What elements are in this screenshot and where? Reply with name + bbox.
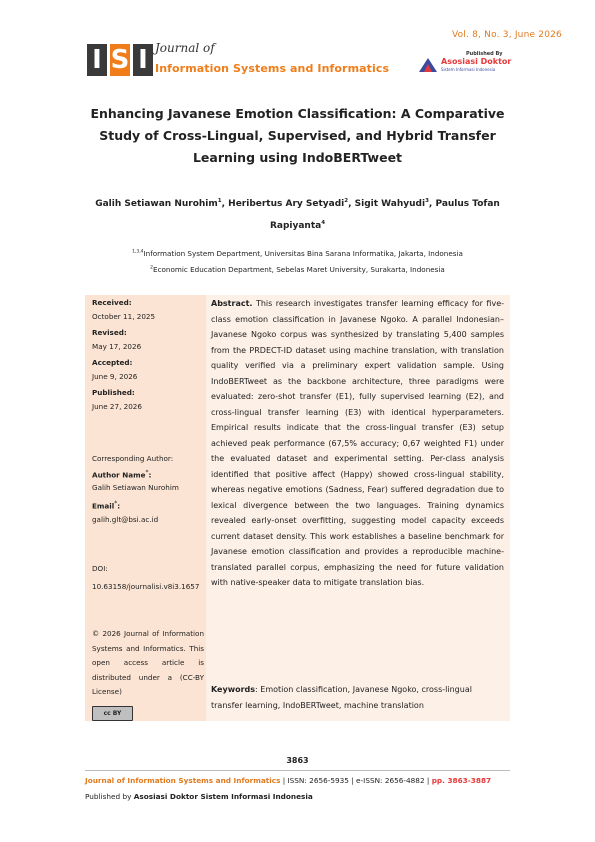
footer-published-prefix: Published by	[85, 792, 134, 801]
publisher-logo-icon	[419, 56, 437, 72]
accepted-date: June 9, 2026	[92, 371, 138, 381]
corresponding-label: Corresponding Author:	[92, 454, 174, 463]
corresponding-email[interactable]: galih.glt@bsi.ac.id	[92, 514, 159, 524]
corresponding-author-name: Galih Setiawan Nurohim	[92, 483, 179, 493]
cc-badge-text: cc BY	[103, 710, 122, 717]
copyright-notice: © 2026 Journal of Information Systems and Informatics. This open access article is distributed under a (CC-BY License)	[92, 629, 204, 696]
paper-title: Enhancing Javanese Emotion Classification: A Comparative Study of Cross-Lingual, Supervised, and Hybrid Transfer Learning using IndoBERTweet	[90, 106, 505, 165]
page-number: 3863	[286, 756, 309, 765]
author-name: Paulus Tofan Rapiyanta	[269, 199, 500, 231]
published-by-label: Published By	[466, 51, 503, 57]
author-list: Galih Setiawan Nurohim$^1$, Heribertus Ary Setyadi$^2$, Sigit Wahyudi$^3$, Paulus Tofan Rapiyanta$^4$	[95, 198, 500, 231]
affiliation-text: Economic Education Department, Sebelas Maret University, Surakarta, Indonesia	[153, 265, 445, 274]
author-sup: 4	[321, 220, 326, 226]
received-date: October 11, 2025	[92, 311, 156, 321]
footer-publisher-line	[85, 792, 313, 801]
author-sup: 2	[344, 198, 349, 204]
footer-issn: | ISSN: 2656-5935 | e-ISSN: 2656-4882 |	[280, 776, 432, 785]
journal-logo	[87, 44, 156, 80]
volume-issue: Vol. 8, No. 3, June 2026	[451, 30, 562, 40]
author-name: Heribertus Ary Setyadi	[228, 199, 345, 209]
publisher-name: Asosiasi Doktor	[441, 57, 512, 66]
author-name: Galih Setiawan Nurohim	[95, 199, 218, 209]
footer-journal-name: Journal of Information Systems and Informatics	[85, 776, 281, 785]
email-label: Email	[92, 501, 115, 511]
logo-letter-i: I	[87, 44, 107, 76]
affiliation	[60, 265, 535, 274]
author-sup: 3	[425, 198, 429, 204]
footer-pages: pp. 3863-3887	[431, 776, 492, 785]
logo-letter-s: S	[110, 45, 130, 75]
accepted-label: Accepted:	[92, 358, 133, 367]
footer-journal-line	[85, 776, 491, 785]
received-label: Received:	[92, 298, 132, 307]
journal-of-text: Journal of	[155, 41, 215, 55]
logo-letter-i2: I	[133, 44, 153, 76]
footer-publisher: Asosiasi Doktor Sistem Informasi Indonesia	[133, 792, 313, 801]
author-name-label: Author Name	[92, 469, 146, 479]
article-dates	[92, 296, 204, 413]
doi-block	[92, 562, 204, 593]
publisher-subtitle: Sistem Informasi Indonesia	[441, 67, 496, 72]
keywords-label: Keywords	[211, 685, 256, 694]
keywords	[211, 682, 504, 713]
affiliation	[60, 249, 535, 258]
affiliation-text: Information System Department, Universitas Bina Sarana Informatika, Jakarta, Indonesia	[143, 249, 463, 258]
abstract-body: This research investigates transfer learning efficacy for five-class emotion classification in Javanese Ngoko. A parallel Indonesian–Javanese Ngoko corpus was synthesized by translating 5,400 samples from the PRDECT-ID dataset using machine translation, with translation quality verified via a preliminary expert validation sample. Using IndoBERTweet as the backbone architecture, three paradigms were evaluated: zero-shot transfer (E1), fully supervised learning (E2), and cross-lingual transfer learning (E3) with identical hyperparameters. Empirical results indicate that the cross-lingual transfer (E3) setup achieved peak performance (67,5% accuracy; 0,67 weighted F1) under the evaluated dataset and experimental setting. Per-class analysis identified that positive affect (Happy) showed cross-lingual stability, whereas negative emotions (Sadness, Fear) suffered degradation due to lexical divergence between the two languages. Training dynamics revealed early-onset overfitting, suggesting model capacity exceeds current dataset density. This work establishes a baseline benchmark for Javanese emotion classification and provides a reproducible machine-translated parallel corpus, emphasizing the need for future validation with native-speaker data to mitigate translation bias.	[211, 299, 504, 587]
author-sup: 1	[217, 198, 222, 204]
doi-link[interactable]: 10.63158/journalisi.v8i3.1657	[92, 581, 200, 591]
journal-name: Information Systems and Informatics	[155, 62, 390, 75]
published-label: Published:	[92, 388, 135, 397]
affiliation-sup: 1,3,4	[132, 249, 144, 255]
abstract-label: Abstract.	[211, 299, 253, 308]
published-date: June 27, 2026	[92, 401, 142, 411]
author-name: Sigit Wahyudi	[354, 199, 426, 209]
revised-label: Revised:	[92, 328, 127, 337]
abstract-text	[211, 296, 504, 591]
corresponding-author: Corresponding Author: Author Name*: Galih Setiawan Nurohim Email*: galih.glt@bsi.ac.id	[92, 452, 204, 526]
affiliation-sup: 2	[150, 265, 154, 271]
cc-by-license-icon[interactable]	[92, 706, 133, 721]
footer-divider	[85, 770, 510, 771]
doi-label: DOI:	[92, 564, 108, 573]
keywords-list: : Emotion classification, Javanese Ngoko, cross-lingual transfer learning, IndoBERTweet, machine translation	[211, 685, 472, 710]
revised-date: May 17, 2026	[92, 341, 142, 351]
